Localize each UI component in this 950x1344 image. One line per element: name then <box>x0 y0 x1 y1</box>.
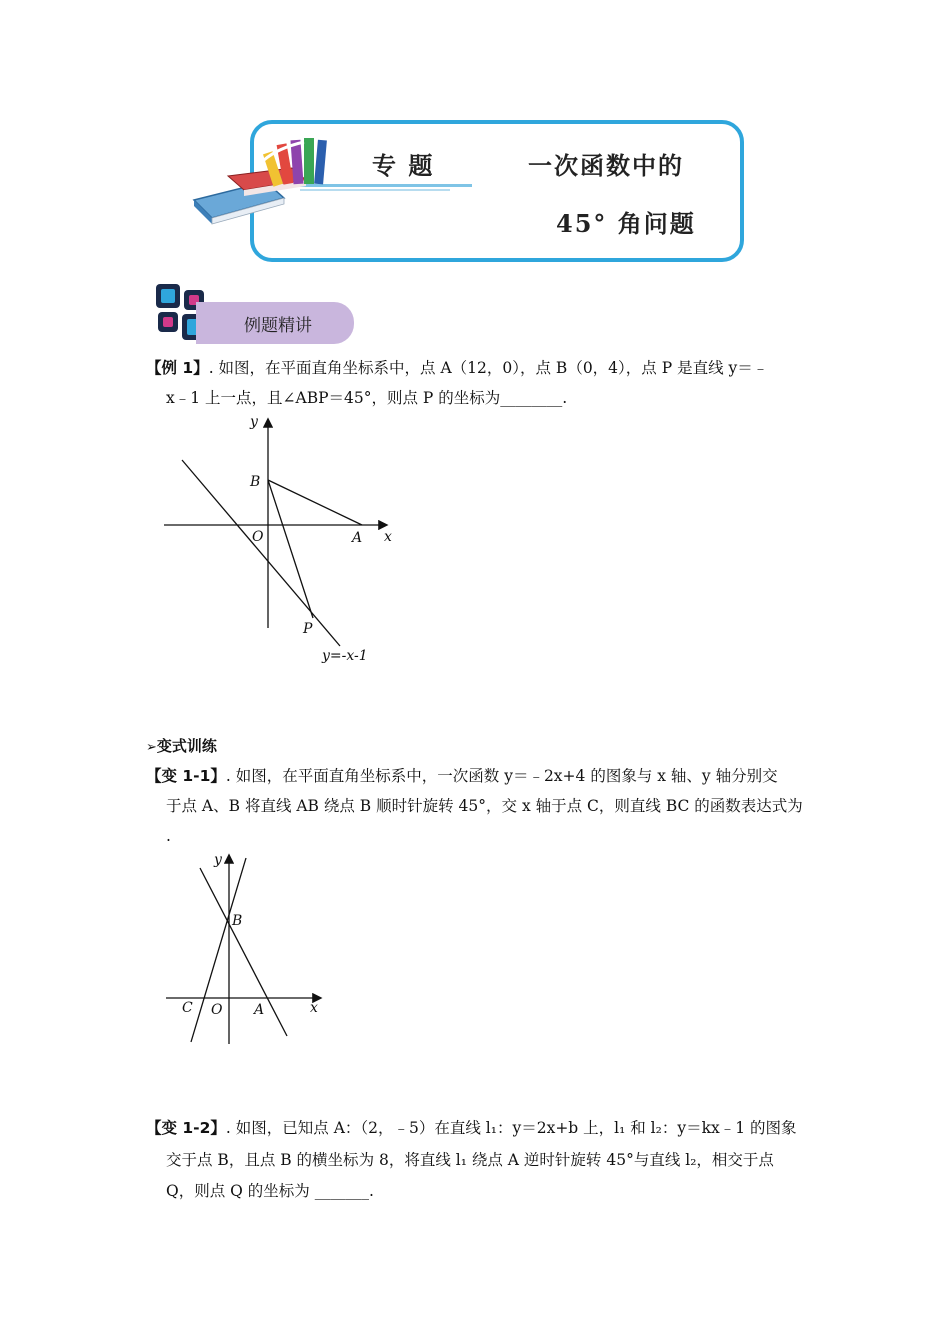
variant1-1-line2: 于点 A、B 将直线 AB 绕点 B 顺时针旋转 45°，交 x 轴于点 C，则直线 BC 的函数表达式为 <box>166 797 803 815</box>
x-axis-label: x <box>384 529 392 545</box>
x-axis-label: x <box>310 1000 318 1016</box>
example1-figure <box>150 410 410 680</box>
variant1-2-text1: . 如图，已知点 A：（2，﹣5）在直线 l₁：y＝2x+b 上，l₁ 和 l₂：y＝kx﹣1 的图象 <box>225 1119 797 1137</box>
segment-bp <box>268 480 313 618</box>
line-equation-label: y=-x-1 <box>322 648 368 664</box>
variant1-2-line3: Q，则点 Q 的坐标为 _______. <box>166 1182 374 1200</box>
point-a-label: A <box>254 1002 265 1018</box>
point-b-label: B <box>232 913 243 929</box>
variant1-1-tag: 【变 1-1】 <box>146 767 226 785</box>
point-c-label: C <box>182 1000 193 1016</box>
point-a-label: A <box>352 530 363 546</box>
variants-heading-text: 变式训练 <box>156 737 217 755</box>
variant1-2-line1 <box>146 1113 797 1143</box>
y-axis-label: y <box>214 852 222 868</box>
variant1-1-figure <box>160 846 340 1052</box>
segment-ba <box>268 480 362 525</box>
line-y-neg-x-minus-1 <box>182 460 340 646</box>
origin-label: O <box>211 1002 223 1018</box>
variant1-1-line1 <box>146 761 778 791</box>
variant1-1-text1: . 如图，在平面直角坐标系中，一次函数 y＝﹣2x+4 的图象与 x 轴、y 轴分别交 <box>225 767 778 785</box>
example1-line2: x﹣1 上一点，且∠ABP＝45°，则点 P 的坐标为________. <box>166 389 568 407</box>
section-heading: 例题精讲 <box>244 316 312 336</box>
y-axis-label: y <box>250 414 258 430</box>
banner-title-line2: 45° 角问题 <box>556 209 696 238</box>
banner-title-line1: 一次函数中的 <box>528 151 684 180</box>
variant1-2-line2: 交于点 B，且点 B 的横坐标为 8，将直线 l₁ 绕点 A 逆时针旋转 45°与直线 l₂，相交于点 <box>166 1151 774 1169</box>
example1-tag: 【例 1】 <box>146 359 209 377</box>
variant1-1-line3: . <box>166 827 171 845</box>
point-b-label: B <box>250 474 261 490</box>
arrow-icon: ➢ <box>146 740 157 755</box>
variants-heading <box>146 731 217 763</box>
example1-text1: . 如图，在平面直角坐标系中，点 A（12，0），点 B（0，4），点 P 是直线 y＝﹣ <box>208 359 769 377</box>
example1-line1 <box>146 353 768 383</box>
point-p-label: P <box>303 621 313 637</box>
variant1-2-tag: 【变 1-2】 <box>146 1119 226 1137</box>
banner-label: 专 题 <box>372 151 435 180</box>
books-icon <box>186 130 336 226</box>
origin-label: O <box>252 529 264 545</box>
